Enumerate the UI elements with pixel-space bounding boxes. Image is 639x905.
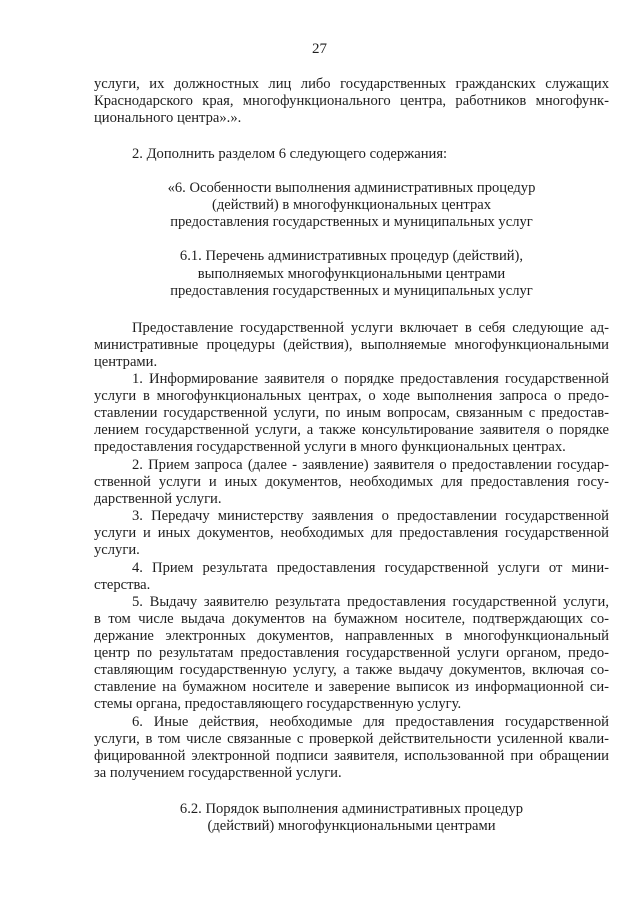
amendment-item-2: 2. Дополнить разделом 6 следующего содержания: [132, 146, 448, 162]
body-paragraph-line: услуги в многофункциональных центрах, о ходе выполнения запроса о предо- [94, 388, 609, 404]
body-paragraph-line: стерства. [94, 577, 151, 593]
page-number: 27 [312, 41, 327, 57]
body-paragraph-line: предоставления государственной услуги в много функциональных центрах. [94, 439, 566, 455]
body-paragraph-line: центрами. [94, 354, 158, 370]
body-paragraph-line: в том числе выдача документов на бумажном носителе, подтверждающих со- [94, 611, 609, 627]
subsection-6-1-title: выполняемых многофункциональными центрами [197, 266, 506, 282]
section-6-title: «6. Особенности выполнения административных процедур [167, 180, 536, 196]
intro-line: ционального центра».». [94, 110, 242, 126]
body-paragraph-line: услуги. [94, 542, 140, 558]
body-paragraph-line: держание электронных документов, направленных в многофункциональный [94, 628, 609, 644]
body-paragraph-line: ставлении государственной услуги, по иным вопросам, связанным с предостав- [94, 405, 609, 421]
body-paragraph-line: услуги, в том числе связанные с проверкой действительности усиленной квали- [94, 731, 609, 747]
body-paragraph-line: фицированной электронной подписи заявителя, использованной при обращении [94, 748, 609, 764]
body-paragraph-line: 5. Выдачу заявителю результата предоставления государственной услуги, [132, 594, 609, 610]
body-paragraph-line: 6. Иные действия, необходимые для предоставления государственной [132, 714, 609, 730]
body-paragraph-line: дарственной услуги. [94, 491, 222, 507]
body-paragraph-line: стемы органа, предоставляющего государственную услугу. [94, 696, 462, 712]
body-paragraph-line: ственной услуги и иных документов, необходимых для предоставления госу- [94, 474, 609, 490]
subsection-6-2-title: (действий) многофункциональными центрами [207, 818, 496, 834]
section-6-title: предоставления государственных и муниципальных услуг [170, 214, 533, 230]
section-6-title: (действий) в многофункциональных центрах [211, 197, 492, 213]
intro-line: услуги, их должностных лиц либо государственных гражданских служащих [94, 76, 609, 92]
subsection-6-1-title: предоставления государственных и муниципальных услуг [170, 283, 533, 299]
subsection-6-2-title: 6.2. Порядок выполнения административных процедур [179, 801, 524, 817]
body-paragraph-line: за получением государственной услуги. [94, 765, 342, 781]
body-paragraph-line: ставление на бумажном носителе и заверение выписок из информационной си- [94, 679, 609, 695]
subsection-6-1-title: 6.1. Перечень административных процедур (действий), [179, 248, 524, 264]
body-paragraph-line: лением государственной услуги, а также консультирование заявителя о порядке [94, 422, 609, 438]
body-paragraph-line: министративные процедуры (действия), выполняемые многофункциональными [94, 337, 609, 353]
body-paragraph-line: 4. Прием результата предоставления государственной услуги от мини- [132, 560, 609, 576]
body-paragraph-line: центр по результатам предоставления государственной услуги органом, предо- [94, 645, 609, 661]
body-paragraph-line: 3. Передачу министерству заявления о предоставлении государственной [132, 508, 609, 524]
body-paragraph-line: услуги и иных документов, необходимых для предоставления государственной [94, 525, 609, 541]
body-paragraph-line: Предоставление государственной услуги включает в себя следующие ад- [132, 320, 609, 336]
body-paragraph-line: ставляющим государственную услугу, а также выдачу документов, включая со- [94, 662, 609, 678]
body-paragraph-line: 2. Прием запроса (далее - заявление) заявителя о предоставлении государ- [132, 457, 609, 473]
intro-line: Краснодарского края, многофункционального центра, работников многофунк- [94, 93, 609, 109]
body-paragraph-line: 1. Информирование заявителя о порядке предоставления государственной [132, 371, 609, 387]
